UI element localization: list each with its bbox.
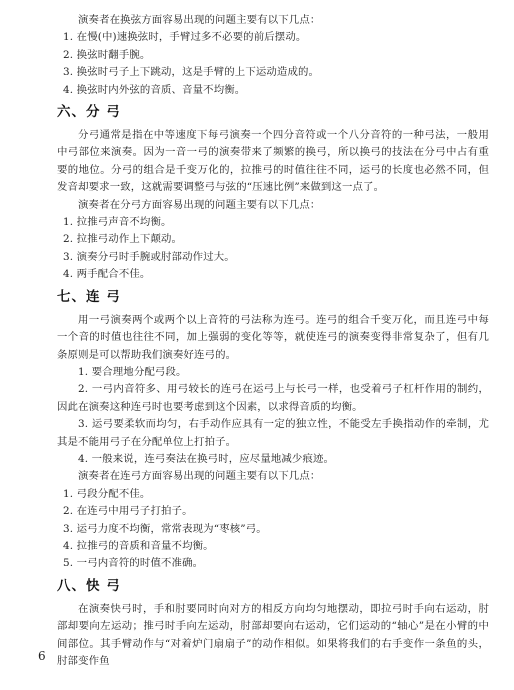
list-item: 4. 两手配合不佳。 xyxy=(63,268,151,281)
paragraph: 分弓通常是指在中等速度下每弓演奏一个四分音符或一个八分音符的一种弓法，一般用中弓部位来演奏。因为一音一弓的演奏带来了频繁的换弓，所以换弓的技法在分弓中占有重要的地位。分弓的组合是千变万化的，拉推弓的时值往往不同，运弓的长度也必然不同，但发音却要求一致，这就需要调整弓与弦的“压速比例”来做到这一点了。 xyxy=(57,129,489,194)
list-item: 2. 拉推弓动作上下颠动。 xyxy=(63,233,183,246)
section-heading-fast-bow: 八、快 弓 xyxy=(57,577,121,594)
list-item: 3. 换弦时弓子上下跳动，这是手臂的上下运动造成的。 xyxy=(63,66,320,79)
paragraph: 演奏者在分弓方面容易出现的问题主要有以下几点： xyxy=(78,198,321,211)
section-heading-separate-bow: 六、分 弓 xyxy=(57,104,121,121)
list-item: 4. 拉推弓的音质和音量不均衡。 xyxy=(63,539,214,552)
intro-paragraph: 演奏者在换弦方面容易出现的问题主要有以下几点： xyxy=(78,14,321,26)
paragraph: 3. 运弓要柔软而均匀，右手动作应具有一定的独立性，不能受左手换指动作的牵制，尤其是不能用弓子在分配单位上打拍子。 xyxy=(57,418,489,448)
paragraph: 演奏者在连弓方面容易出现的问题主要有以下几点： xyxy=(78,470,321,483)
list-item: 4. 换弦时内外弦的音质、音量不均衡。 xyxy=(63,83,246,96)
list-item: 1. 在慢(中)速换弦时，手臂过多不必要的前后摆动。 xyxy=(63,31,307,44)
paragraph: 2. 一弓内音符多、用弓较长的连弓在运弓上与长弓一样，也受着弓子杠杆作用的制约，因此在演奏这种连弓时也要考虑到这个因素，以求得音质的均衡。 xyxy=(57,383,489,413)
page-number: 6 xyxy=(38,649,46,663)
bow-change-problems-list xyxy=(57,29,489,99)
separate-bow-problems-list xyxy=(57,214,489,284)
list-item: 2. 换弦时翻手腕。 xyxy=(63,48,151,61)
page-body xyxy=(57,12,489,670)
paragraph: 1. 要合理地分配弓段。 xyxy=(78,365,187,378)
paragraph: 4. 一般来说，连弓奏法在换弓时，应尽量地减少痕迹。 xyxy=(78,452,335,465)
list-item: 2. 在连弓中用弓子打拍子。 xyxy=(63,505,193,518)
list-item: 3. 演奏分弓时手腕或肘部动作过大。 xyxy=(63,250,235,263)
list-item: 1. 弓段分配不佳。 xyxy=(63,487,151,500)
slur-bow-problems-list xyxy=(57,486,489,573)
list-item: 1. 拉推弓声音不均衡。 xyxy=(63,216,172,229)
paragraph: 用一弓演奏两个或两个以上音符的弓法称为连弓。连弓的组合千变万化，而且连弓中每一个音的时值也往往不同，加上强弱的变化等等，就使连弓的演奏变得非常复杂了，但有几条原则是可以帮助我们演奏好连弓的。 xyxy=(57,313,489,361)
list-item: 5. 一弓内音符的时值不准确。 xyxy=(63,557,204,570)
section-heading-slur-bow: 七、连 弓 xyxy=(57,288,121,305)
list-item: 3. 运弓力度不均衡，常常表现为“枣核”弓。 xyxy=(63,522,267,535)
paragraph: 在演奏快弓时，手和肘要同时向对方的相反方向均匀地摆动，即拉弓时手向右运动，肘部却要向左运动；推弓时手向左运动，肘部却要向右运动，它们运动的“轴心”是在小臂的中间部位。其手臂动作与“对着炉门扇扇子”的动作相似。如果将我们的右手变作一条鱼的头，肘部变作鱼 xyxy=(57,602,489,667)
